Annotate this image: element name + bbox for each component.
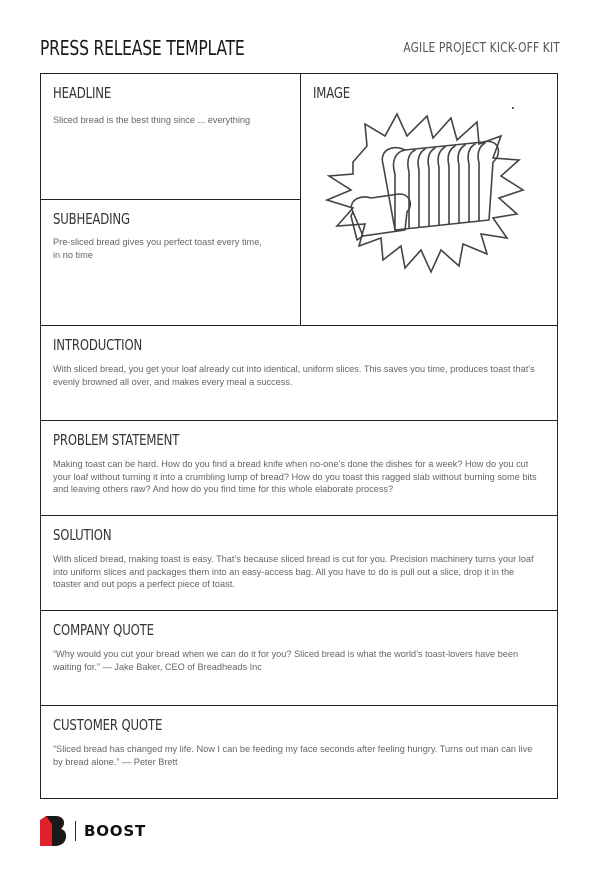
company-quote-text: “Why would you cut your bread when we can do it for you? Sliced bread is what the world’s toast-lovers have been waiting for.” — Jake Baker, CEO of Breadheads Inc xyxy=(53,649,519,672)
headline-section[interactable] xyxy=(41,74,300,200)
solution-text: With sliced bread, making toast is easy. That’s because sliced bread is cut for you. Precision machinery turns your loaf into uniform slices and packages them into an easy-access bag. All you have to do is pull out a slice, drop it in the toaster and out pops a perfect piece of toast. xyxy=(53,554,534,589)
headline-text: Sliced bread is the best thing since ... everything xyxy=(53,115,251,125)
headline-heading: HEADLINE xyxy=(53,84,112,102)
image-section[interactable] xyxy=(301,74,557,326)
template-frame xyxy=(40,73,558,799)
subheading-text: Pre-sliced bread gives you perfect toast every time, in no time xyxy=(53,237,262,260)
boost-logo xyxy=(40,816,146,846)
customer-quote-text: “Sliced bread has changed my life. Now I can be feeding my face seconds after feeling hungry. Turns out man can live by bread alone.” — Peter Brett xyxy=(53,744,533,767)
image-heading: IMAGE xyxy=(313,84,351,102)
sliced-bread-illustration-icon xyxy=(323,102,543,282)
subheading-section[interactable] xyxy=(41,200,300,326)
company-quote-heading: COMPANY QUOTE xyxy=(53,621,154,639)
customer-quote-heading: CUSTOMER QUOTE xyxy=(53,716,163,734)
subheading-heading: SUBHEADING xyxy=(53,210,130,228)
kit-label: AGILE PROJECT KICK-OFF KIT xyxy=(403,41,560,56)
boost-b-icon xyxy=(40,816,66,846)
company-quote-section[interactable] xyxy=(41,611,557,706)
logo-separator xyxy=(75,821,76,841)
page-title: PRESS RELEASE TEMPLATE xyxy=(40,36,245,60)
problem-section[interactable] xyxy=(41,421,557,516)
problem-text: Making toast can be hard. How do you find a bread knife when no-one’s done the dishes for a week? How do you cut your loaf without turning it into a crumbling lump of bread? How do you toast this ragged slab without burning some bits and leaving others raw? And how do you find time for this whole elaborate process? xyxy=(53,459,537,494)
solution-section[interactable] xyxy=(41,516,557,611)
problem-heading: PROBLEM STATEMENT xyxy=(53,431,180,449)
introduction-heading: INTRODUCTION xyxy=(53,336,143,354)
introduction-text: With sliced bread, you get your loaf already cut into identical, uniform slices. This saves you time, produces toast that’s evenly browned all over, and makes every meal a success. xyxy=(53,364,535,387)
introduction-section[interactable] xyxy=(41,326,557,421)
solution-heading: SOLUTION xyxy=(53,526,112,544)
customer-quote-section[interactable] xyxy=(41,706,557,798)
brand-name: BOOST xyxy=(84,822,146,840)
